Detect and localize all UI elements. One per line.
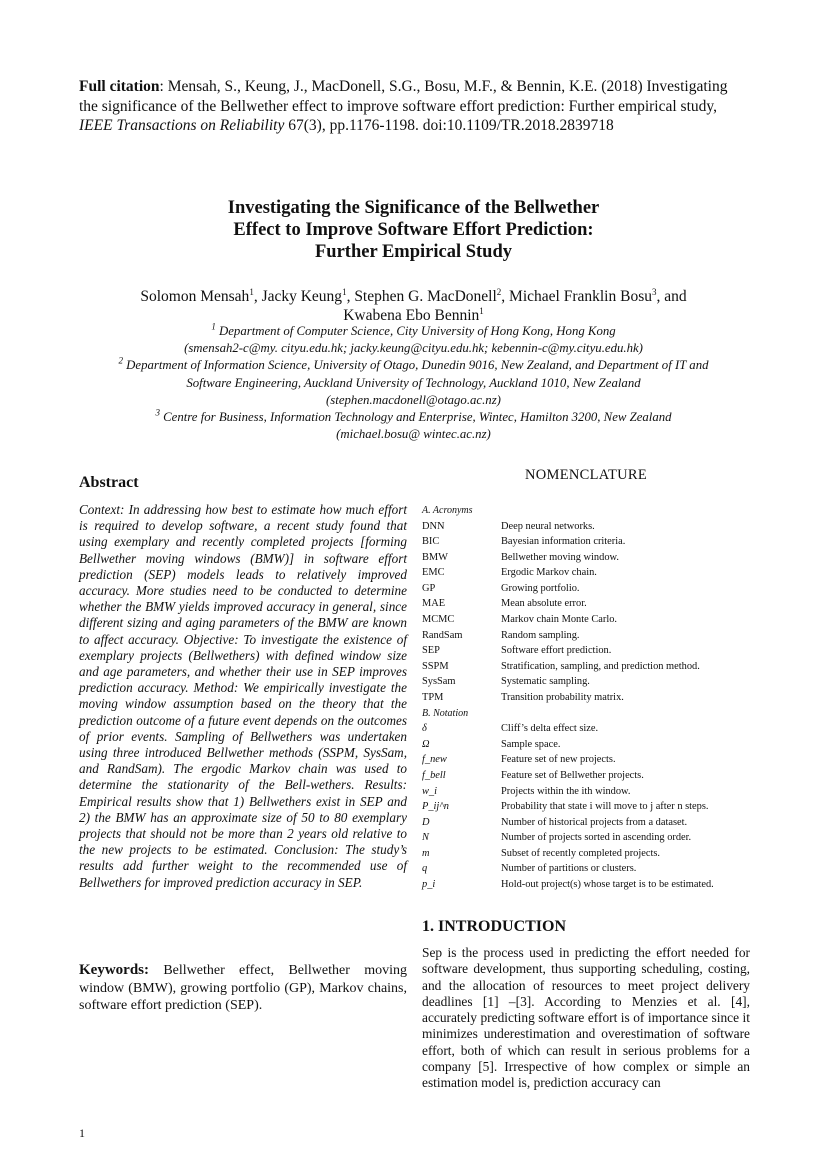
keywords — [79, 962, 407, 1015]
nomenclature-row: N Number of projects sorted in ascending order. — [422, 832, 692, 844]
nomenclature-row: m Subset of recently completed projects. — [422, 847, 660, 859]
nomenclature-row: MAE Mean absolute error. — [422, 598, 587, 610]
acronyms-label: A. Acronyms — [422, 505, 473, 516]
nomenclature-row: Ω Sample space. — [422, 738, 561, 750]
abstract-text: Context: In addressing how best to estimate how much effort is required to develop software, a recent study found that using exemplary and recently completed projects [forming Bellwether moving windows (BMW)] in software effort prediction (SEP) models leads to relatively improved accuracy. More studies need to be conducted to determine whether the BMW yields improved accuracy in general, since different sizing and aging parameters of the BMW are known to affect accuracy. Objective: To investigate the existence of exemplary projects (Bellwethers) with defined window size and age parameters, and whether their use in SEP improves prediction accuracy. Method: We empirically investigate the moving window assumption based on the theory that the prediction outcome of a future event depends on the outcomes of prior events. Sampling of Bellwethers was undertaken using three introduced Bellwether methods (SSPM, SysSam, and RandSam). The ergodic Markov chain was used to determine the stationarity of the Bell-wethers. Results: Empirical results show that 1) Bellwethers exist in SEP and 2) the BMW has an approximate size of 50 to 80 exemplary projects that should not be more than 2 years old relative to the new projects to be estimated. Conclusion: The study’s results add further weight to the recommended use of Bellwethers for improved prediction accuracy in SEP. — [79, 502, 407, 890]
nomenclature-row: w_i Projects within the ith window. — [422, 785, 631, 797]
abstract-heading: Abstract — [79, 474, 139, 491]
nomenclature-row: q Number of partitions or clusters. — [422, 863, 637, 875]
nomenclature-row: RandSam Random sampling. — [422, 629, 580, 641]
author: Solomon Mensah$^1$, — [140, 286, 262, 305]
full-citation — [79, 77, 749, 136]
author: Jacky Keung$^1$, — [261, 286, 355, 305]
introduction-heading: 1. INTRODUCTION — [422, 918, 567, 935]
nomenclature-row: MCMC Markov chain Monte Carlo. — [422, 614, 618, 626]
introduction-text: Sep is the process used in predicting the effort needed for software development, thus supporting scheduling, costing, and the allocation of resources to meet project delivery deadlines [1] –[3]. According to Menzies et al. [4], accurately predicting software effort is of importance since it minimizes underestimation and overestimation of software effort, both of which can result in serious problems for a company [5]. Irrespective of how complex or simple an estimation model is, prediction accuracy can — [422, 945, 750, 1091]
nomenclature-row: SysSam Systematic sampling. — [422, 676, 590, 688]
nomenclature-row: f_bell Feature set of Bellwether projects. — [422, 769, 644, 781]
nomenclature-row: BMW Bellwether moving window. — [422, 551, 619, 563]
keywords-text: Bellwether effect, Bellwether moving window (BMW), growing portfolio (GP), Markov chains, software effort prediction (SEP). — [79, 963, 407, 1013]
nomenclature-row: SSPM Stratification, sampling, and prediction method. — [422, 660, 700, 672]
title-line: Investigating the Significance of the Bellwether — [227, 198, 600, 218]
paper-title — [110, 197, 717, 263]
citation-text-end: 67(3), pp.1176-1198. doi:10.1109/TR.2018.2839718 — [284, 117, 614, 134]
author: Michael Franklin Bosu$^3$, and — [509, 286, 687, 305]
nomenclature-row: BIC Bayesian information criteria. — [422, 536, 626, 548]
nomenclature-row: GP Growing portfolio. — [422, 582, 580, 594]
author: Kwabena Ebo Bennin$^1$ — [343, 305, 484, 324]
author: Stephen G. MacDonell$^2$, — [354, 286, 510, 305]
title-line: Effect to Improve Software Effort Prediction: — [233, 220, 594, 240]
nomenclature-row: p_i Hold-out project(s) whose target is to be estimated. — [422, 879, 714, 891]
notation-label: B. Notation — [422, 707, 469, 719]
citation-journal: IEEE Transactions on Reliability — [79, 117, 285, 134]
keywords-label: Keywords: — [79, 962, 149, 978]
affiliation: $^1$ Department of Computer Science, City University of Hong Kong, Hong Kong (smensah2-c@my. cityu.edu.hk; jacky.keung@cityu.edu.hk; kebennin-c@my.cityu.edu.hk) — [184, 321, 643, 356]
author-list — [100, 287, 727, 325]
nomenclature-row: EMC Ergodic Markov chain. — [422, 567, 597, 579]
nomenclature-row: TPM Transition probability matrix. — [422, 692, 624, 704]
nomenclature-row: D Number of historical projects from a dataset. — [422, 816, 688, 828]
nomenclature-row: DNN Deep neural networks. — [422, 520, 595, 532]
nomenclature-row: δ Cliff’s delta effect size. — [422, 723, 599, 735]
nomenclature-heading: NOMENCLATURE — [524, 467, 647, 483]
nomenclature-row: f_new Feature set of new projects. — [422, 754, 616, 766]
affiliation: $^3$ Centre for Business, Information Technology and Enterprise, Wintec, Hamilton 3200, New Zealand (michael.bosu@ wintec.ac.nz) — [155, 407, 672, 442]
affiliations — [100, 323, 727, 443]
citation-text: : Mensah, S., Keung, J., MacDonell, S.G., Bosu, M.F., & Bennin, K.E. (2018) Investigating the significance of the Bellwether effect to improve software effort prediction: Further empirical study, — [79, 78, 728, 115]
citation-label: Full citation — [79, 78, 160, 95]
nomenclature-row: P_ij^n Probability that state i will move to j after n steps. — [422, 801, 709, 813]
page-number: 1 — [79, 1126, 85, 1140]
affiliation: $^2$ Department of Information Science, University of Otago, Dunedin 9016, New Zealand, and Department of IT and Software Engineering, Auckland University of Technology, Auckland 1010, New Zealand (stephen.macdonell@otago.ac.nz) — [118, 356, 709, 407]
nomenclature-row: SEP Software effort prediction. — [422, 645, 612, 657]
title-line: Further Empirical Study — [315, 242, 512, 262]
nomenclature-table — [422, 503, 752, 893]
